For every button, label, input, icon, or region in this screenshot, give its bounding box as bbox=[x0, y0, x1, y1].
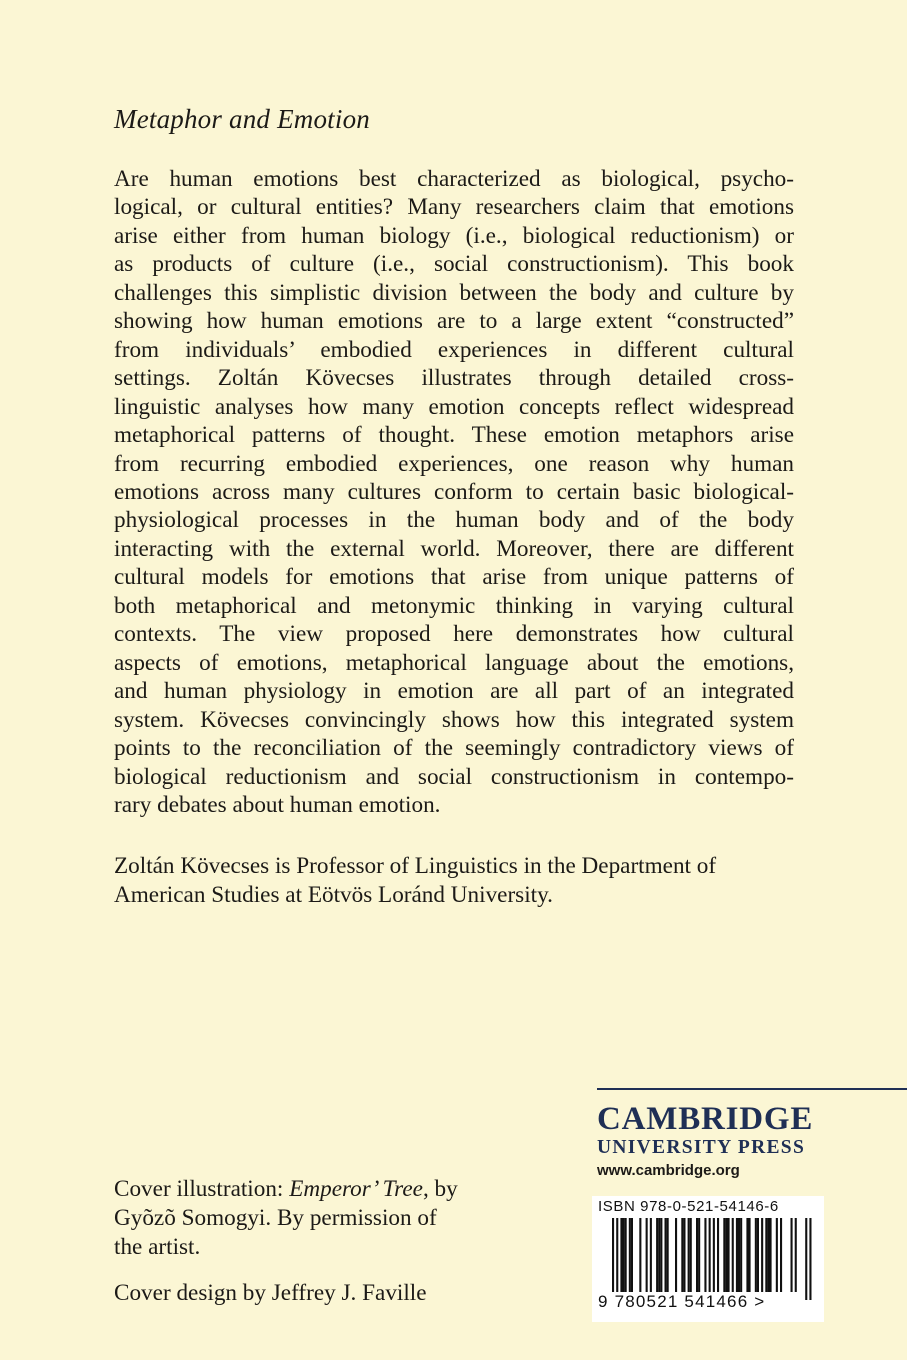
barcode-bar bbox=[623, 1218, 625, 1292]
barcode-bar bbox=[780, 1218, 782, 1292]
barcode-bar bbox=[791, 1218, 793, 1292]
barcode-bar bbox=[809, 1218, 811, 1300]
publisher-subtitle: UNIVERSITY PRESS bbox=[597, 1137, 806, 1158]
barcode-bar bbox=[755, 1218, 757, 1292]
blurb-line: as products of culture (i.e., social constructionism). This book bbox=[114, 251, 794, 278]
blurb-line: biological reductionism and social constructionism in contempo- bbox=[114, 763, 794, 790]
blurb-line: interacting with the external world. Moreover, there are different bbox=[114, 535, 794, 562]
blurb-line: cultural models for emotions that arise from unique patterns of bbox=[114, 564, 794, 591]
barcode-bar bbox=[736, 1218, 738, 1292]
barcode-bar bbox=[667, 1218, 669, 1292]
blurb-line: arise either from human biology (i.e., biological reductionism) or bbox=[114, 222, 794, 249]
barcode-bar bbox=[656, 1218, 658, 1292]
publisher-website: www.cambridge.org bbox=[597, 1162, 740, 1179]
blurb-line: from individuals’ embodied experiences in different cultural bbox=[114, 336, 794, 363]
blurb-line: logical, or cultural entities? Many researchers claim that emotions bbox=[114, 194, 794, 221]
barcode-bar bbox=[675, 1218, 677, 1292]
blurb-line: linguistic analyses how many emotion concepts reflect widespread bbox=[114, 393, 794, 420]
illustration-credit-suffix: , by Gyõzõ Somogyi. By permission of the artist. bbox=[114, 1176, 458, 1260]
author-bio: Zoltán Kövecses is Professor of Linguistics in the Department of American Studies at Eötvös Loránd University. bbox=[114, 853, 717, 908]
barcode-bar bbox=[757, 1218, 759, 1292]
barcode-bar bbox=[723, 1218, 725, 1292]
barcode-bar bbox=[660, 1218, 662, 1292]
book-title: Metaphor and Emotion bbox=[114, 104, 370, 134]
barcode-bar bbox=[728, 1218, 730, 1292]
barcode-bar bbox=[650, 1218, 652, 1292]
barcode-bar bbox=[770, 1218, 772, 1292]
barcode-bar bbox=[696, 1218, 698, 1292]
design-credit: Cover design by Jeffrey J. Faville bbox=[114, 1280, 427, 1306]
blurb-line: Are human emotions best characterized as biological, psycho- bbox=[114, 166, 794, 192]
barcode-bar bbox=[805, 1218, 807, 1300]
blurb-line: contexts. The view proposed here demonstrates how cultural bbox=[114, 621, 794, 648]
isbn-label: ISBN 978-0-521-54146-6 bbox=[598, 1198, 779, 1215]
barcode-bar bbox=[725, 1218, 727, 1292]
illustration-credit-prefix: Cover illustration: bbox=[114, 1176, 290, 1202]
barcode-bar bbox=[646, 1218, 648, 1292]
barcode-bar bbox=[765, 1218, 767, 1292]
barcode-bar bbox=[795, 1218, 797, 1292]
barcode-bar bbox=[738, 1218, 740, 1292]
barcode-bar bbox=[631, 1218, 633, 1292]
blurb-line: points to the reconciliation of the seemingly contradictory views of bbox=[114, 735, 794, 762]
barcode-bar bbox=[665, 1218, 667, 1292]
barcode-bar bbox=[761, 1218, 763, 1292]
blurb-line: showing how human emotions are to a large extent “constructed” bbox=[114, 308, 794, 335]
barcode-bar bbox=[616, 1218, 618, 1300]
blurb-line: settings. Zoltán Kövecses illustrates through detailed cross- bbox=[114, 365, 794, 392]
blurb-line: and human physiology in emotion are all part of an integrated bbox=[114, 678, 794, 705]
barcode-bar bbox=[625, 1218, 627, 1292]
blurb-line: both metaphorical and metonymic thinking in varying cultural bbox=[114, 592, 794, 619]
illustration-title: Emperor’ Tree bbox=[289, 1176, 423, 1202]
barcode-digits: 9 780521 541466 > bbox=[598, 1292, 766, 1311]
barcode-bar bbox=[690, 1218, 692, 1292]
barcode-bar bbox=[713, 1218, 715, 1300]
barcode-bar bbox=[717, 1218, 719, 1292]
barcode-bar bbox=[749, 1218, 751, 1292]
blurb-line: challenges this simplistic division between the body and culture by bbox=[114, 279, 794, 306]
barcode-bar bbox=[688, 1218, 690, 1292]
barcode-bar bbox=[776, 1218, 778, 1292]
barcode-bar bbox=[612, 1218, 614, 1300]
barcode-bar bbox=[658, 1218, 660, 1292]
barcode-bar bbox=[732, 1218, 734, 1292]
blurb-line: emotions across many cultures conform to certain basic biological- bbox=[114, 478, 794, 505]
blurb-line: rary debates about human emotion. bbox=[114, 791, 441, 818]
blurb-line: aspects of emotions, metaphorical language about the emotions, bbox=[114, 649, 794, 676]
barcode-bar bbox=[746, 1218, 748, 1292]
barcode-bar bbox=[681, 1218, 683, 1292]
barcode-bar bbox=[620, 1218, 622, 1292]
barcode-bar bbox=[698, 1218, 700, 1292]
barcode-bar bbox=[683, 1218, 685, 1292]
barcode-bar bbox=[639, 1218, 641, 1292]
barcode-bar bbox=[740, 1218, 742, 1292]
blurb-line: physiological processes in the human body and of the body bbox=[114, 507, 794, 534]
barcode-bar bbox=[704, 1218, 706, 1292]
barcode-bar bbox=[709, 1218, 711, 1300]
barcode-bar bbox=[767, 1218, 769, 1292]
blurb-line: system. Kövecses convincingly shows how this integrated system bbox=[114, 706, 794, 733]
blurb-line: from recurring embodied experiences, one reason why human bbox=[114, 450, 794, 477]
publisher-name: CAMBRIDGE bbox=[597, 1101, 814, 1137]
blurb-line: metaphorical patterns of thought. These emotion metaphors arise bbox=[114, 422, 794, 449]
barcode-bar bbox=[629, 1218, 631, 1292]
